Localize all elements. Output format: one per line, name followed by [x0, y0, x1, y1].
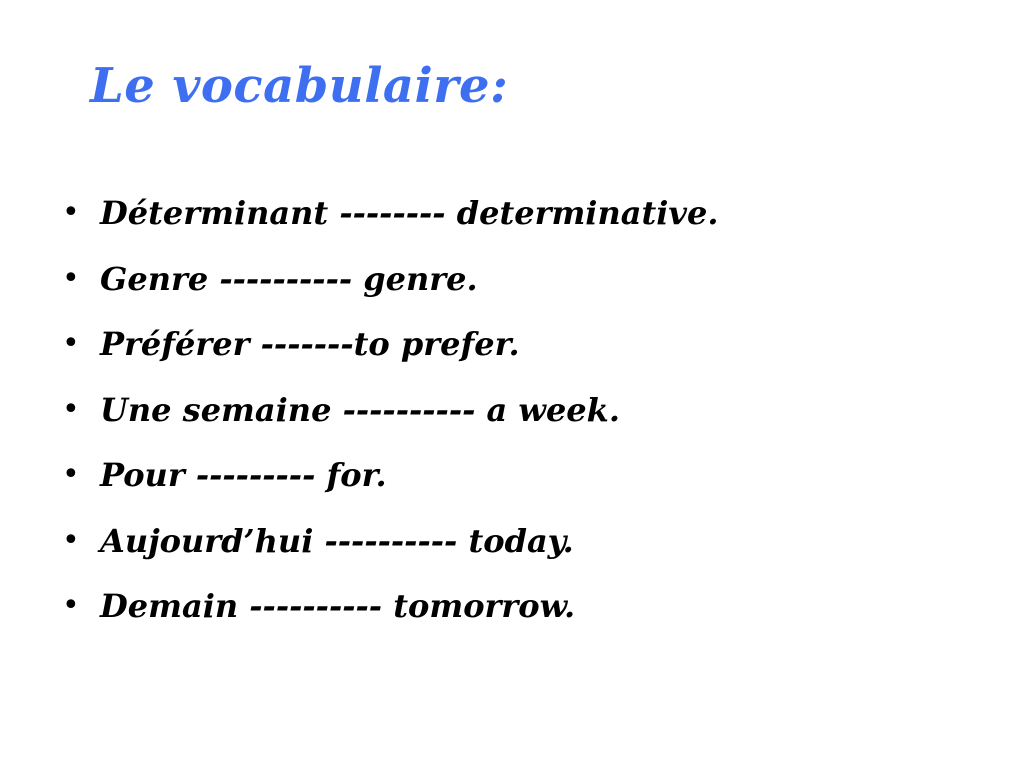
bullet-icon: • — [62, 522, 80, 558]
list-item — [62, 389, 718, 455]
vocab-entry: Préférer -------to prefer. — [100, 325, 520, 363]
list-item — [62, 520, 718, 586]
vocab-entry: Demain ---------- tomorrow. — [100, 587, 576, 625]
bullet-icon: • — [62, 195, 80, 230]
vocab-entry: Pour --------- for. — [100, 456, 387, 494]
bullet-icon: • — [62, 457, 80, 492]
vocab-entry: Aujourd’hui ---------- today. — [100, 521, 574, 560]
slide-title: Le vocabulaire: — [90, 58, 509, 114]
bullet-icon: • — [62, 260, 80, 296]
vocab-entry: Une semaine ---------- a week. — [100, 390, 620, 429]
vocabulary-list — [62, 192, 718, 651]
vocab-entry: Genre ---------- genre. — [100, 259, 478, 298]
bullet-icon: • — [62, 588, 80, 623]
list-item — [62, 192, 718, 258]
list-item — [62, 585, 718, 651]
list-item — [62, 323, 718, 389]
bullet-icon: • — [62, 391, 80, 427]
bullet-icon: • — [62, 326, 80, 361]
list-item — [62, 258, 718, 324]
list-item — [62, 454, 718, 520]
vocab-entry: Déterminant -------- determinative. — [100, 194, 719, 232]
